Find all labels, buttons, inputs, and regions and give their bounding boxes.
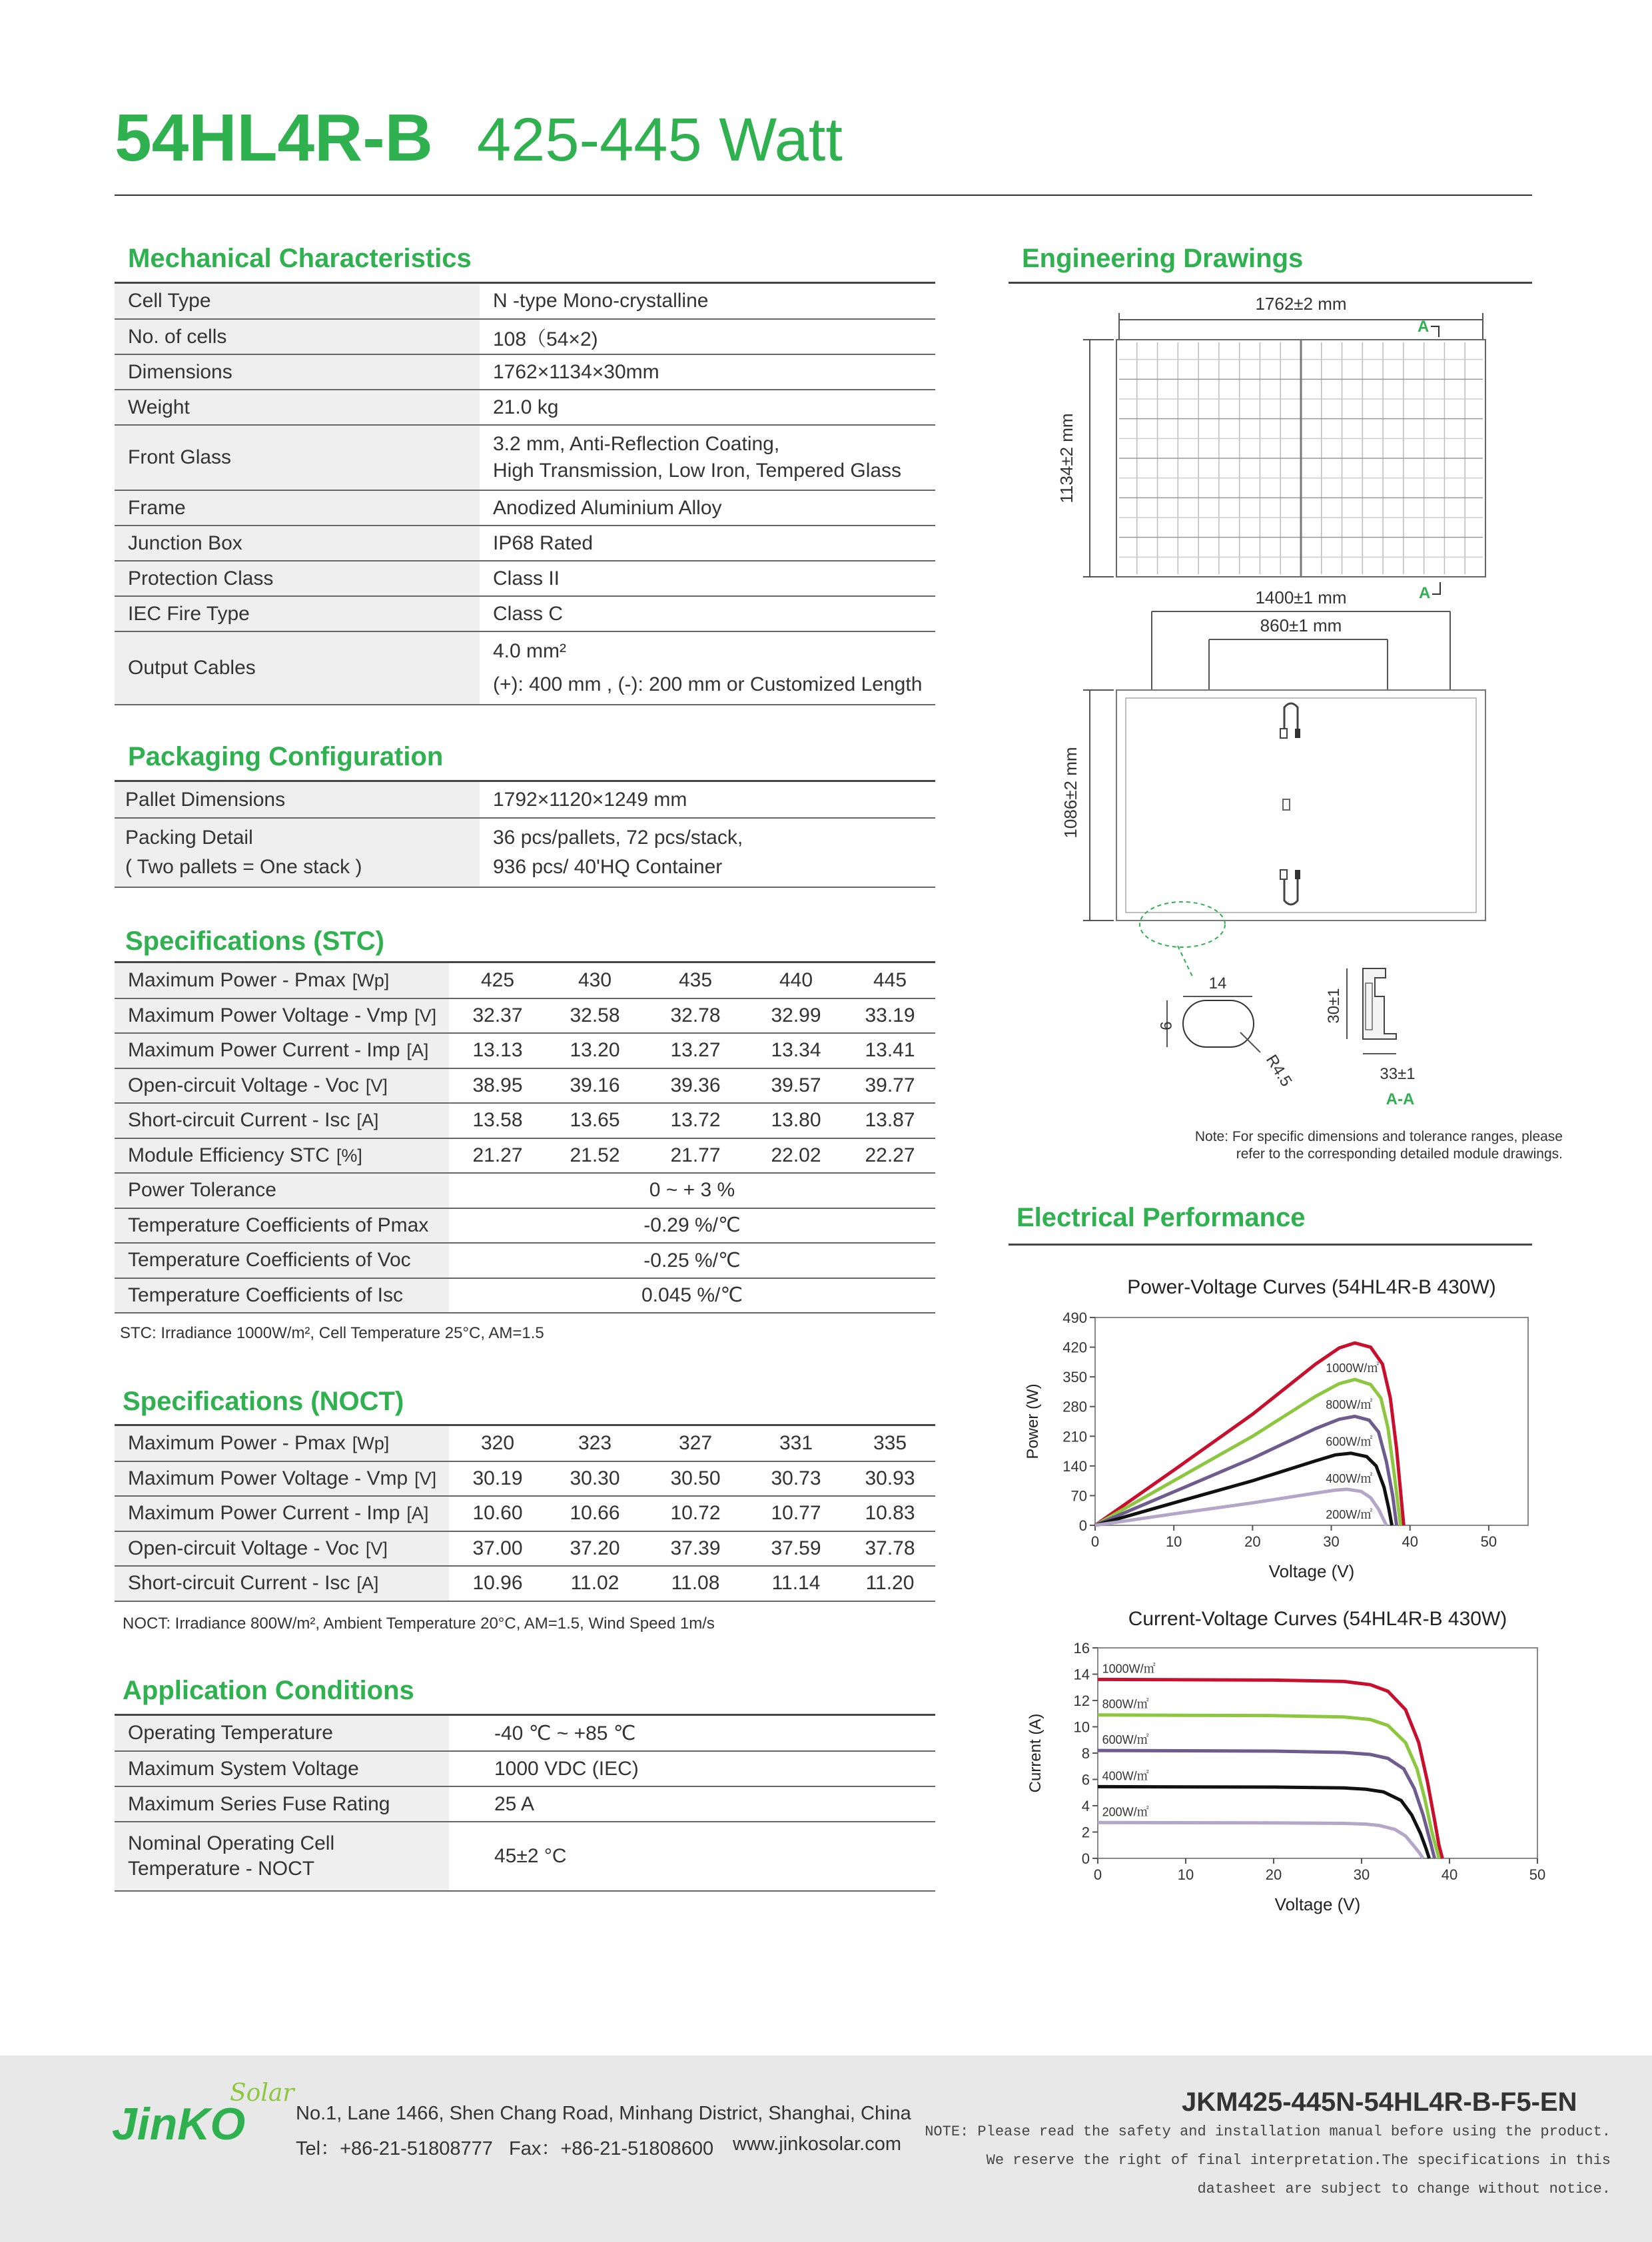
table-cell: 10.72 <box>643 1496 747 1531</box>
x-tick-label: 0 <box>1093 1866 1102 1883</box>
row-label: Maximum System Voltage <box>115 1751 449 1786</box>
x-tick-label: 30 <box>1353 1866 1370 1883</box>
engineering-drawing <box>1009 286 1608 1166</box>
frame-height-text: 30±1 <box>1325 988 1343 1024</box>
row-unit: [%] <box>336 1145 362 1166</box>
mechanical-table <box>115 284 935 705</box>
frame-section <box>1363 968 1396 1039</box>
table-cell: 13.65 <box>546 1103 643 1138</box>
table-row <box>115 1103 935 1138</box>
row-label: IEC Fire Type <box>115 596 480 631</box>
x-tick-label: 30 <box>1323 1533 1340 1550</box>
series-label: 400W/㎡ <box>1326 1471 1373 1485</box>
row-label-text: Short-circuit Current - Isc <box>128 1109 350 1132</box>
series-label: 600W/㎡ <box>1102 1733 1149 1747</box>
table-row <box>115 1033 935 1068</box>
electrical-rule <box>1009 1244 1532 1246</box>
footer-address: No.1, Lane 1466, Shen Chang Road, Minhang District, Shanghai, China <box>296 2103 911 2124</box>
table-cell: 30.19 <box>449 1461 546 1497</box>
x-axis-label: Voltage (V) <box>1274 1894 1361 1914</box>
application-table <box>115 1716 935 1892</box>
footer-website[interactable]: www.jinkosolar.com <box>733 2133 902 2155</box>
drawings-heading: Engineering Drawings <box>1022 244 1304 273</box>
table-cell: 430 <box>546 963 643 998</box>
table-cell: 13.34 <box>747 1033 845 1068</box>
row-label-text: Maximum Power Current - Imp <box>128 1039 400 1062</box>
row-value: -40 ℃ ~ +85 ℃ <box>449 1716 935 1751</box>
row-label: Dimensions <box>115 354 480 390</box>
drawing-note-2: refer to the corresponding detailed module drawings. <box>1236 1146 1563 1162</box>
table-row <box>115 1138 935 1174</box>
row-label: Nominal Operating Cell <box>128 1832 335 1854</box>
y-tick-label: 420 <box>1062 1339 1087 1356</box>
row-label: Operating Temperature <box>115 1716 449 1751</box>
x-tick-label: 20 <box>1244 1533 1261 1550</box>
table-cell: 10.83 <box>845 1496 935 1531</box>
row-label: Output Cables <box>115 631 480 705</box>
row-unit: [V] <box>414 1468 437 1489</box>
row-label: Packing Detail <box>125 827 253 849</box>
row-label-text: Maximum Power - Pmax <box>128 968 346 991</box>
row-label <box>115 963 449 998</box>
stc-note: STC: Irradiance 1000W/m², Cell Temperature 25°C, AM=1.5 <box>120 1324 544 1342</box>
row-label: Pallet Dimensions <box>115 782 480 818</box>
table-row <box>115 998 935 1034</box>
y-tick-label: 16 <box>1073 1640 1090 1657</box>
electrical-heading: Electrical Performance <box>1017 1203 1306 1232</box>
y-tick-label: 8 <box>1081 1745 1090 1762</box>
table-cell: 435 <box>643 963 747 998</box>
table-cell: 37.39 <box>643 1531 747 1567</box>
noct-note: NOCT: Irradiance 800W/m², Ambient Temperature 20°C, AM=1.5, Wind Speed 1m/s <box>123 1615 715 1633</box>
table-cell: 30.73 <box>747 1461 845 1497</box>
table-row <box>115 782 935 818</box>
row-label <box>115 998 449 1034</box>
row-value: 25 A <box>449 1786 935 1822</box>
table-row <box>115 596 935 631</box>
model-title: 54HL4R-B <box>115 101 433 175</box>
row-label-text: Maximum Power Current - Imp <box>128 1502 400 1525</box>
table-cell: 13.27 <box>643 1033 747 1068</box>
row-label <box>115 1426 449 1461</box>
row-label-text: Open-circuit Voltage - Voc <box>128 1537 359 1559</box>
mechanical-heading: Mechanical Characteristics <box>128 244 472 273</box>
x-tick-label: 40 <box>1441 1866 1458 1883</box>
row-label: Temperature Coefficients of Isc <box>115 1278 449 1313</box>
noct-heading: Specifications (NOCT) <box>123 1387 404 1416</box>
table-row <box>115 425 935 490</box>
table-cell: 440 <box>747 963 845 998</box>
footer-tel: Tel：+86-21-51808777 <box>296 2138 493 2159</box>
row-label: Frame <box>115 490 480 526</box>
chart-title: Power-Voltage Curves (54HL4R-B 430W) <box>1127 1276 1496 1298</box>
row-value: IP68 Rated <box>480 526 935 561</box>
table-row <box>115 818 935 887</box>
row-label: Temperature Coefficients of Voc <box>115 1243 449 1278</box>
table-cell: 13.41 <box>845 1033 935 1068</box>
footer-disclaimer-2: We reserve the right of final interpretation.The specifications in this <box>986 2152 1611 2169</box>
table-cell: 37.20 <box>546 1531 643 1567</box>
row-label-2: ( Two pallets = One stack ) <box>125 856 362 878</box>
y-tick-label: 4 <box>1081 1798 1090 1814</box>
x-tick-label: 20 <box>1265 1866 1282 1883</box>
row-value: N -type Mono-crystalline <box>480 284 935 319</box>
stc-heading: Specifications (STC) <box>125 927 384 956</box>
table-cell: 33.19 <box>845 998 935 1034</box>
table-row <box>115 963 935 998</box>
table-row <box>115 1531 935 1567</box>
table-row <box>115 490 935 526</box>
series-label: 200W/㎡ <box>1102 1805 1149 1819</box>
jinko-logo-solar: Solar <box>230 2079 294 2107</box>
slot-height-text: 9 <box>1156 1021 1174 1030</box>
table-row <box>115 1426 935 1461</box>
table-cell: 13.13 <box>449 1033 546 1068</box>
row-label: Cell Type <box>115 284 480 319</box>
table-cell: 327 <box>643 1426 747 1461</box>
row-label-2: Temperature - NOCT <box>128 1858 315 1880</box>
table-cell: 10.66 <box>546 1496 643 1531</box>
table-cell: 335 <box>845 1426 935 1461</box>
table-cell: 445 <box>845 963 935 998</box>
chart-title: Current-Voltage Curves (54HL4R-B 430W) <box>1128 1608 1507 1630</box>
table-cell: 11.02 <box>546 1566 643 1601</box>
table-cell: 13.58 <box>449 1103 546 1138</box>
packaging-heading: Packaging Configuration <box>128 742 444 771</box>
height-dim-text: 1134±2 mm <box>1056 413 1076 504</box>
row-value: 45±2 °C <box>449 1822 935 1891</box>
row-value: Class C <box>480 596 935 631</box>
y-tick-label: 14 <box>1073 1666 1090 1683</box>
row-label: Maximum Series Fuse Rating <box>115 1786 449 1822</box>
section-marker-bottom: A <box>1419 584 1431 602</box>
iv-curve-chart <box>1009 1599 1568 1918</box>
row-value: Anodized Aluminium Alloy <box>480 490 935 526</box>
y-tick-label: 140 <box>1062 1457 1087 1475</box>
row-value-2: High Transmission, Low Iron, Tempered Glass <box>493 460 902 482</box>
row-unit: [Wp] <box>352 1433 390 1453</box>
table-row <box>115 1173 935 1208</box>
slot-detail <box>1183 1000 1254 1047</box>
row-label <box>115 1138 449 1174</box>
row-value: 21.0 kg <box>480 390 935 425</box>
series-label: 800W/㎡ <box>1102 1697 1149 1711</box>
row-label <box>115 1566 449 1601</box>
footer-disclaimer-1: NOTE: Please read the safety and installation manual before using the product. <box>925 2123 1611 2140</box>
table-cell: 39.77 <box>845 1068 935 1104</box>
table-row <box>115 1208 935 1244</box>
table-cell: 37.00 <box>449 1531 546 1567</box>
row-label: Temperature Coefficients of Pmax <box>115 1208 449 1244</box>
row-label-text: Maximum Power Voltage - Vmp <box>128 1467 408 1489</box>
table-row <box>115 1461 935 1497</box>
y-tick-label: 70 <box>1070 1487 1087 1505</box>
x-tick-label: 0 <box>1090 1533 1100 1550</box>
table-cell: 13.80 <box>747 1103 845 1138</box>
row-label <box>115 1531 449 1567</box>
table-cell: 13.87 <box>845 1103 935 1138</box>
y-tick-label: 10 <box>1073 1718 1090 1736</box>
row-unit: [A] <box>406 1503 429 1524</box>
row-value: 1792×1120×1249 mm <box>480 782 935 818</box>
table-row <box>115 1496 935 1531</box>
table-row <box>115 319 935 354</box>
table-cell: 11.08 <box>643 1566 747 1601</box>
y-tick-label: 12 <box>1073 1692 1090 1709</box>
table-cell: 22.27 <box>845 1138 935 1174</box>
section-marker-top: A <box>1418 318 1430 336</box>
watt-range: 425-445 Watt <box>477 106 843 174</box>
row-label <box>115 1461 449 1497</box>
series-label: 600W/㎡ <box>1326 1435 1373 1449</box>
y-tick-label: 2 <box>1081 1824 1090 1841</box>
row-label: Protection Class <box>115 561 480 596</box>
row-value: 108（54×2) <box>480 319 935 354</box>
table-cell: 10.60 <box>449 1496 546 1531</box>
series-label: 1000W/㎡ <box>1102 1662 1156 1676</box>
row-label <box>115 1496 449 1531</box>
x-tick-label: 10 <box>1177 1866 1194 1883</box>
table-cell: 21.52 <box>546 1138 643 1174</box>
table-row <box>115 1566 935 1601</box>
series-label: 800W/㎡ <box>1326 1397 1373 1411</box>
table-cell: 39.57 <box>747 1068 845 1104</box>
table-cell: 10.77 <box>747 1496 845 1531</box>
row-unit: [A] <box>356 1110 379 1131</box>
x-axis-label: Voltage (V) <box>1268 1561 1355 1581</box>
table-row <box>115 1278 935 1313</box>
table-cell: 21.27 <box>449 1138 546 1174</box>
table-cell: 30.50 <box>643 1461 747 1497</box>
x-tick-label: 10 <box>1165 1533 1182 1550</box>
back-height-dim-text: 1086±2 mm <box>1060 747 1080 839</box>
row-label: Power Tolerance <box>115 1173 449 1208</box>
row-value: 4.0 mm² <box>493 640 567 662</box>
row-value-2: (+): 400 mm , (-): 200 mm or Customized Length <box>493 673 923 695</box>
table-cell: 32.37 <box>449 998 546 1034</box>
packaging-table <box>115 782 935 888</box>
y-tick-label: 6 <box>1081 1771 1090 1788</box>
table-cell: 21.77 <box>643 1138 747 1174</box>
y-tick-label: 0 <box>1078 1517 1087 1534</box>
series-label: 200W/㎡ <box>1326 1507 1373 1521</box>
footer-fax: Fax：+86-21-51808600 <box>509 2138 714 2159</box>
y-axis-label: Power (W) <box>1024 1383 1042 1459</box>
row-value: -0.29 %/℃ <box>449 1208 935 1244</box>
row-unit: [Wp] <box>352 970 390 990</box>
document-code: JKM425-445N-54HL4R-B-F5-EN <box>1182 2087 1577 2117</box>
hole-dim-1-text: 1400±1 mm <box>1255 587 1347 607</box>
y-tick-label: 490 <box>1062 1309 1087 1326</box>
x-tick-label: 50 <box>1480 1533 1497 1550</box>
y-tick-label: 210 <box>1062 1428 1087 1445</box>
table-cell: 323 <box>546 1426 643 1461</box>
row-value: 0 ~ + 3 % <box>449 1173 935 1208</box>
row-value-2: 936 pcs/ 40'HQ Container <box>493 856 723 878</box>
frame-width-text: 33±1 <box>1380 1065 1416 1083</box>
jinko-logo: JinKO <box>112 2099 246 2149</box>
row-label <box>115 1033 449 1068</box>
table-row <box>115 1716 935 1751</box>
row-label <box>115 1103 449 1138</box>
table-row <box>115 390 935 425</box>
drawings-rule <box>1009 282 1532 284</box>
row-unit: [V] <box>365 1538 388 1559</box>
table-row <box>115 526 935 561</box>
row-value: 1762×1134×30mm <box>480 354 935 390</box>
table-cell: 37.59 <box>747 1531 845 1567</box>
row-value: 36 pcs/pallets, 72 pcs/stack, <box>493 827 743 849</box>
table-cell: 331 <box>747 1426 845 1461</box>
x-tick-label: 40 <box>1402 1533 1418 1550</box>
table-row <box>115 1822 935 1891</box>
table-row <box>115 631 935 705</box>
table-cell: 37.78 <box>845 1531 935 1567</box>
series-label: 400W/㎡ <box>1102 1769 1149 1783</box>
row-value: 3.2 mm, Anti-Reflection Coating, <box>493 433 780 455</box>
table-cell: 13.20 <box>546 1033 643 1068</box>
row-unit: [V] <box>365 1075 388 1096</box>
table-cell: 32.58 <box>546 998 643 1034</box>
table-cell: 22.02 <box>747 1138 845 1174</box>
table-cell: 13.72 <box>643 1103 747 1138</box>
row-label-text: Maximum Power - Pmax <box>128 1431 346 1454</box>
table-cell: 30.93 <box>845 1461 935 1497</box>
width-dim-text: 1762±2 mm <box>1255 294 1347 314</box>
row-label: Weight <box>115 390 480 425</box>
table-row <box>115 1243 935 1278</box>
series-label: 1000W/㎡ <box>1326 1361 1380 1375</box>
table-row <box>115 284 935 319</box>
slot-radius-text: R4.5 <box>1262 1051 1296 1090</box>
row-label <box>115 1068 449 1104</box>
table-row <box>115 1786 935 1822</box>
row-label: Front Glass <box>115 425 480 490</box>
table-cell: 30.30 <box>546 1461 643 1497</box>
y-tick-label: 350 <box>1062 1369 1087 1386</box>
table-cell: 10.96 <box>449 1566 546 1601</box>
noct-table <box>115 1426 935 1602</box>
y-axis-label: Current (A) <box>1027 1713 1044 1793</box>
table-cell: 11.20 <box>845 1566 935 1601</box>
row-unit: [A] <box>406 1040 429 1061</box>
application-heading: Application Conditions <box>123 1676 414 1705</box>
table-cell: 32.78 <box>643 998 747 1034</box>
row-label: No. of cells <box>115 319 480 354</box>
table-cell: 38.95 <box>449 1068 546 1104</box>
section-label: A-A <box>1386 1090 1415 1108</box>
row-label-text: Maximum Power Voltage - Vmp <box>128 1004 408 1026</box>
table-row <box>115 1751 935 1786</box>
table-cell: 39.36 <box>643 1068 747 1104</box>
row-label-text: Module Efficiency STC <box>128 1144 330 1166</box>
row-label-text: Short-circuit Current - Isc <box>128 1572 350 1595</box>
panel-back-view <box>1116 690 1485 921</box>
stc-table <box>115 963 935 1313</box>
drawing-note-1: Note: For specific dimensions and tolerance ranges, please <box>1194 1129 1563 1144</box>
row-unit: [A] <box>356 1573 379 1594</box>
table-cell: 320 <box>449 1426 546 1461</box>
y-tick-label: 0 <box>1081 1850 1090 1867</box>
row-value: -0.25 %/℃ <box>449 1243 935 1278</box>
row-value: 1000 VDC (IEC) <box>449 1751 935 1786</box>
slot-width-text: 14 <box>1208 974 1227 992</box>
x-tick-label: 50 <box>1529 1866 1546 1883</box>
table-cell: 425 <box>449 963 546 998</box>
table-cell: 11.14 <box>747 1566 845 1601</box>
hole-dim-2-text: 860±1 mm <box>1260 615 1342 635</box>
table-cell: 39.16 <box>546 1068 643 1104</box>
table-cell: 32.99 <box>747 998 845 1034</box>
row-unit: [V] <box>414 1005 437 1026</box>
pv-curve-chart <box>1009 1259 1568 1592</box>
table-row <box>115 561 935 596</box>
table-row <box>115 354 935 390</box>
title-divider <box>115 194 1532 196</box>
row-value: Class II <box>480 561 935 596</box>
table-row <box>115 1068 935 1104</box>
row-label-text: Open-circuit Voltage - Voc <box>128 1074 359 1096</box>
row-label: Junction Box <box>115 526 480 561</box>
row-value: 0.045 %/℃ <box>449 1278 935 1313</box>
footer-disclaimer-3: datasheet are subject to change without notice. <box>1197 2181 1611 2197</box>
y-tick-label: 280 <box>1062 1398 1087 1415</box>
